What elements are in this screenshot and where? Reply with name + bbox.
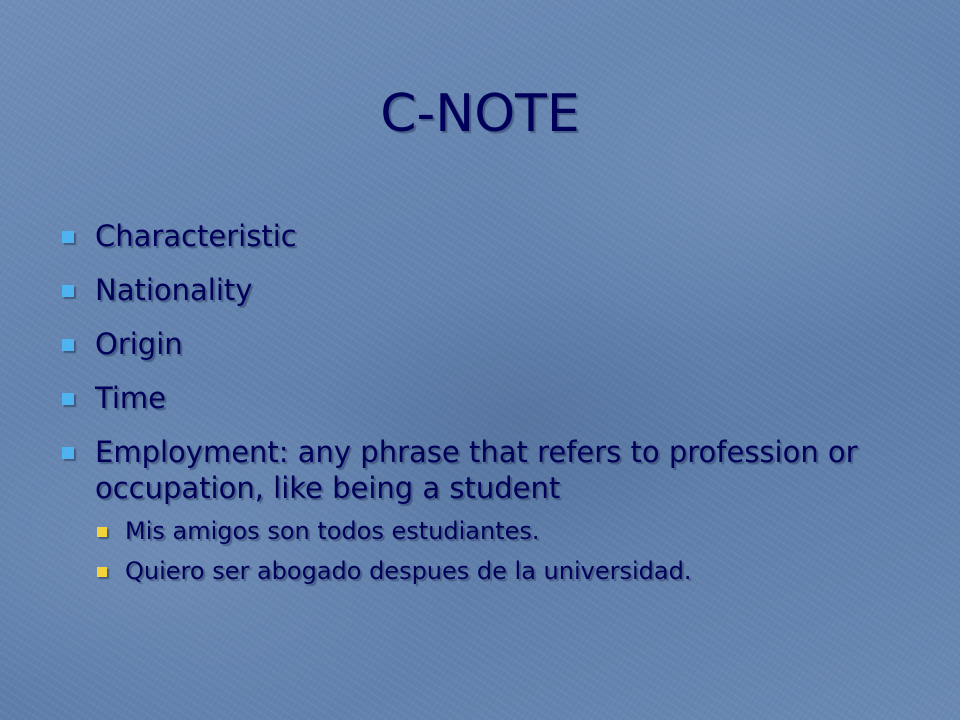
list-item-text: Nationality bbox=[95, 273, 253, 307]
list-item-text: Employment: any phrase that refers to profession or occupation, like being a student bbox=[95, 435, 858, 505]
list-item bbox=[60, 326, 920, 362]
list-item-text: Time bbox=[95, 381, 166, 415]
list-item-text: Origin bbox=[95, 327, 183, 361]
list-item bbox=[60, 218, 920, 254]
square-bullet-icon bbox=[62, 285, 74, 297]
list-item-text: Characteristic bbox=[95, 219, 297, 253]
list-item bbox=[60, 434, 920, 586]
sub-list-item-text: Mis amigos son todos estudiantes. bbox=[125, 517, 540, 545]
sub-list-item-text: Quiero ser abogado despues de la universidad. bbox=[125, 557, 692, 585]
sub-bullet-list bbox=[95, 516, 920, 586]
sub-list-item bbox=[95, 516, 920, 546]
square-sub-bullet-icon bbox=[97, 567, 107, 577]
square-sub-bullet-icon bbox=[97, 527, 107, 537]
square-bullet-icon bbox=[62, 447, 74, 459]
square-bullet-icon bbox=[62, 339, 74, 351]
sub-list-item bbox=[95, 556, 920, 586]
list-item bbox=[60, 272, 920, 308]
square-bullet-icon bbox=[62, 231, 74, 243]
bullet-list bbox=[60, 218, 920, 604]
square-bullet-icon bbox=[62, 393, 74, 405]
slide-title: C-NOTE bbox=[380, 84, 580, 144]
list-item bbox=[60, 380, 920, 416]
